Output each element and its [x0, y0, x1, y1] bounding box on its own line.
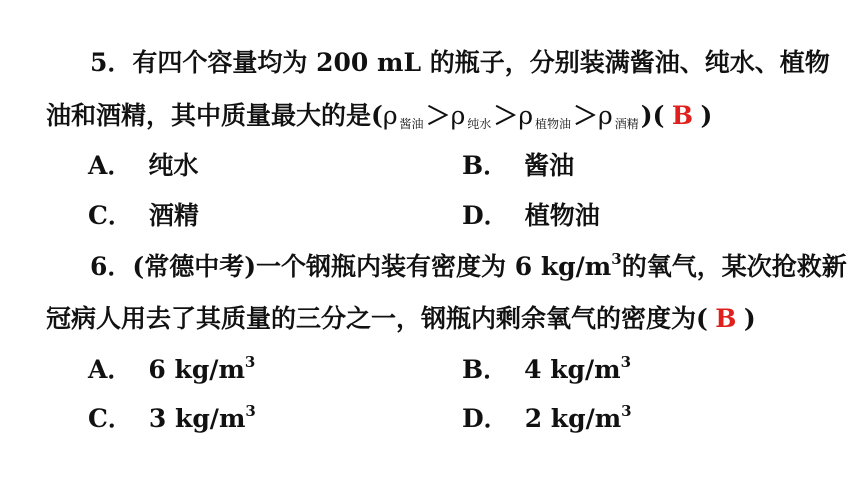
question-5-stem-line-2	[46, 99, 712, 141]
option-text: 3 kg/m	[148, 404, 246, 433]
question-6-option-a	[88, 353, 255, 387]
rho-symbol: ρ	[598, 101, 613, 130]
question-5-option-b	[462, 149, 574, 183]
option-text: 酒精	[148, 201, 199, 230]
greater-than-sign: ＞	[425, 101, 451, 130]
question-5-stem-text-2: 油和酒精，其中质量最大的是(	[46, 101, 383, 130]
question-6-option-b	[462, 353, 631, 387]
option-text: 酱油	[524, 151, 575, 180]
paren-close-open: )(	[640, 101, 665, 130]
paren-close: )	[743, 304, 756, 333]
rho-symbol: ρ	[382, 101, 398, 130]
question-6-option-c	[88, 402, 256, 436]
option-letter: D．	[462, 201, 509, 230]
question-5-option-a	[88, 149, 198, 183]
option-letter: C．	[88, 404, 133, 433]
option-text: 纯水	[148, 151, 199, 180]
greater-than-sign: ＞	[573, 101, 599, 130]
option-letter: B．	[462, 355, 509, 384]
question-5-option-d	[462, 199, 600, 233]
question-6-stem-text-1: 6．(常德中考)一个钢瓶内装有密度为 6 kg/m	[90, 252, 612, 281]
question-6-stem-line-2	[46, 302, 756, 336]
superscript-3: 3	[611, 250, 622, 268]
superscript-3: 3	[620, 353, 632, 371]
superscript-3: 3	[621, 402, 632, 420]
option-text: 6 kg/m	[148, 355, 245, 384]
subscript-soy-sauce: 酱油	[399, 117, 424, 131]
greater-than-sign: ＞	[493, 101, 519, 130]
question-6-option-d	[462, 402, 632, 436]
superscript-3: 3	[244, 353, 256, 371]
question-5-option-c	[88, 199, 199, 233]
question-6-stem-text-1b: 的氧气，某次抢救新	[621, 252, 847, 281]
subscript-alcohol: 酒精	[614, 117, 639, 131]
option-text: 2 kg/m	[524, 404, 622, 433]
option-text: 4 kg/m	[524, 355, 621, 384]
option-letter: D．	[462, 404, 509, 433]
question-6-answer: B	[715, 304, 737, 333]
question-5-stem-text-1: 5．有四个容量均为 200 mL 的瓶子，分别装满酱油、纯水、植物	[90, 48, 830, 77]
question-5-answer: B	[671, 101, 693, 130]
question-6-stem-line-1	[90, 250, 847, 284]
option-letter: C．	[88, 201, 133, 230]
subscript-vegetable-oil: 植物油	[535, 117, 572, 131]
question-5-stem-line-1	[90, 46, 830, 80]
paren-close: )	[700, 101, 713, 130]
rho-symbol: ρ	[450, 101, 466, 130]
question-6-stem-text-2: 冠病人用去了其质量的三分之一，钢瓶内剩余氧气的密度为(	[46, 304, 708, 333]
superscript-3: 3	[245, 402, 256, 420]
option-letter: A．	[88, 355, 133, 384]
option-letter: A．	[88, 151, 133, 180]
rho-symbol: ρ	[518, 101, 534, 130]
option-text: 植物油	[524, 201, 600, 230]
option-letter: B．	[462, 151, 509, 180]
subscript-pure-water: 纯水	[467, 117, 492, 131]
